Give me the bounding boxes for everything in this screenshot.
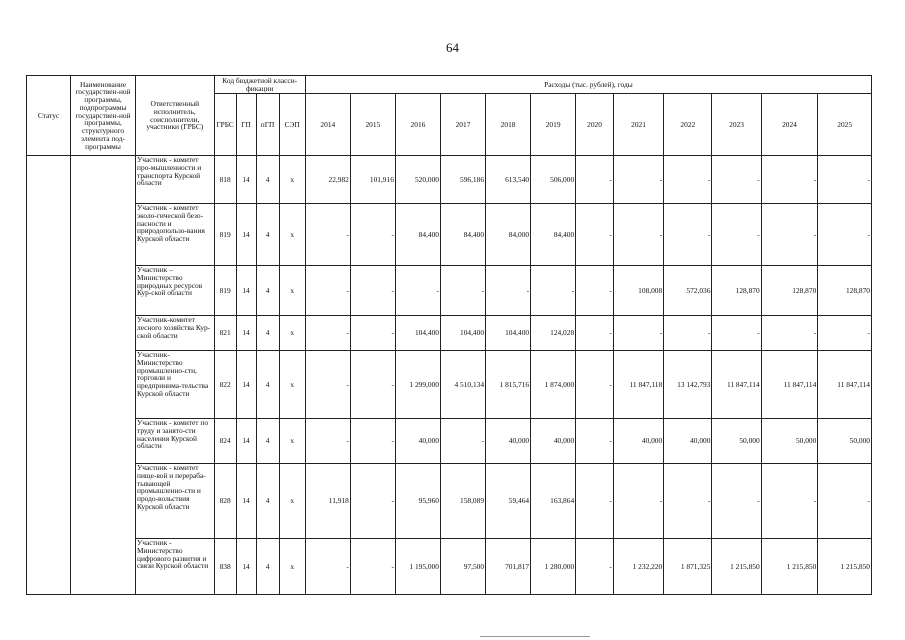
expense-cell: - (576, 156, 614, 204)
table-row (27, 351, 872, 419)
expense-cell: - (613, 464, 663, 539)
expense-cell: - (613, 204, 663, 266)
expense-cell: 40,000 (531, 419, 576, 464)
expense-cell: 4 510,134 (440, 351, 485, 419)
expense-cell: - (761, 316, 818, 351)
expense-cell: 506,000 (531, 156, 576, 204)
expense-cell: 520,000 (395, 156, 440, 204)
header-code-3: СЭП (279, 94, 305, 156)
expense-cell: 84,400 (440, 204, 485, 266)
header-year-6: 2020 (576, 94, 614, 156)
expense-cell: 97,500 (440, 539, 485, 595)
header-year-5: 2019 (531, 94, 576, 156)
code-cell: 824 (214, 419, 236, 464)
code-cell: 4 (256, 204, 279, 266)
expense-cell: 1 815,716 (486, 351, 531, 419)
expense-cell: - (576, 316, 614, 351)
expense-cell: 163,864 (531, 464, 576, 539)
expense-cell: - (440, 419, 485, 464)
expense-cell: - (712, 316, 761, 351)
expense-cell: 11,918 (305, 464, 350, 539)
participant-cell: Участник - Министерство цифрового развития и связи Курской области (136, 539, 215, 595)
code-cell: х (279, 204, 305, 266)
status-cell (27, 156, 71, 595)
expense-cell: 40,000 (486, 419, 531, 464)
expense-cell: 613,540 (486, 156, 531, 204)
expense-cell: 22,982 (305, 156, 350, 204)
page-number: 64 (446, 40, 459, 55)
expense-cell: - (818, 316, 872, 351)
expense-cell: - (576, 464, 614, 539)
expense-cell: - (576, 539, 614, 595)
code-cell: 822 (214, 351, 236, 419)
expense-cell: 128,870 (761, 266, 818, 316)
expense-cell: 572,036 (664, 266, 712, 316)
expense-cell: 1 874,000 (531, 351, 576, 419)
header-status: Статус (27, 76, 71, 156)
scan-artifact-line (480, 636, 590, 637)
code-cell: 14 (236, 464, 256, 539)
expense-cell: 40,000 (395, 419, 440, 464)
expense-cell: - (305, 266, 350, 316)
expense-cell: 108,008 (613, 266, 663, 316)
expense-cell: - (664, 464, 712, 539)
expense-cell: 84,400 (395, 204, 440, 266)
expense-cell: - (305, 539, 350, 595)
participant-cell: Участник-комитет лесного хозяйства Кур-ской области (136, 316, 215, 351)
code-cell: х (279, 351, 305, 419)
code-cell: 14 (236, 316, 256, 351)
expense-cell: - (531, 266, 576, 316)
header-year-10: 2024 (761, 94, 818, 156)
expense-cell: 1 299,000 (395, 351, 440, 419)
expense-cell: 158,089 (440, 464, 485, 539)
expense-cell: - (350, 351, 395, 419)
code-cell: х (279, 464, 305, 539)
header-year-4: 2018 (486, 94, 531, 156)
participant-cell: Участник - комитет пище-вой и перераба-тывающей промышленно-сти и продо-вольствия Курской области (136, 464, 215, 539)
expense-cell: 1 215,850 (761, 539, 818, 595)
expense-cell: 1 215,850 (818, 539, 872, 595)
expense-cell: 1 195,000 (395, 539, 440, 595)
expense-cell: 11 847,118 (613, 351, 663, 419)
expense-cell: 1 280,000 (531, 539, 576, 595)
expense-cell: - (576, 419, 614, 464)
expense-cell: - (395, 266, 440, 316)
code-cell: 819 (214, 266, 236, 316)
expense-cell: 84,000 (486, 204, 531, 266)
expense-cell: - (664, 204, 712, 266)
expense-cell: - (761, 156, 818, 204)
code-cell: 838 (214, 539, 236, 595)
expense-cell: - (712, 464, 761, 539)
expense-cell: - (818, 156, 872, 204)
code-cell: 4 (256, 316, 279, 351)
expense-cell: - (613, 316, 663, 351)
code-cell: 4 (256, 464, 279, 539)
expense-cell: 1 871,325 (664, 539, 712, 595)
expense-cell: 95,960 (395, 464, 440, 539)
expense-cell: - (761, 464, 818, 539)
code-cell: 14 (236, 204, 256, 266)
header-year-0: 2014 (305, 94, 350, 156)
expense-cell: 104,400 (486, 316, 531, 351)
participant-cell: Участник - комитет по труду и занято-сти населения Курской области (136, 419, 215, 464)
expense-cell: 50,000 (712, 419, 761, 464)
participant-cell: Участник - комитет эколо-гической безо-пасности и природопользо-вания Курской области (136, 204, 215, 266)
expense-cell: 1 232,220 (613, 539, 663, 595)
expense-cell: - (486, 266, 531, 316)
expense-cell: - (576, 266, 614, 316)
header-code-1: ГП (236, 94, 256, 156)
code-cell: 4 (256, 419, 279, 464)
expense-cell: 59,464 (486, 464, 531, 539)
expense-cell: - (350, 266, 395, 316)
expense-cell: 128,870 (818, 266, 872, 316)
expense-cell: 50,000 (818, 419, 872, 464)
table-row (27, 204, 872, 266)
code-cell: 4 (256, 351, 279, 419)
expense-cell: - (761, 204, 818, 266)
code-cell: 819 (214, 204, 236, 266)
code-cell: 4 (256, 266, 279, 316)
header-year-9: 2023 (712, 94, 761, 156)
code-cell: 14 (236, 351, 256, 419)
participant-cell: Участник – Министерство природных ресурсов Кур-ской области (136, 266, 215, 316)
expense-cell: 701,817 (486, 539, 531, 595)
code-cell: х (279, 266, 305, 316)
header-year-3: 2017 (440, 94, 485, 156)
code-cell: 14 (236, 156, 256, 204)
header-row-top (27, 76, 872, 94)
expense-cell: - (350, 464, 395, 539)
budget-table (26, 75, 872, 595)
code-cell: 818 (214, 156, 236, 204)
table-row (27, 539, 872, 595)
participant-cell: Участник - комитет про-мышленности и транспорта Курской области (136, 156, 215, 204)
expense-cell: - (305, 419, 350, 464)
expense-cell: - (305, 351, 350, 419)
header-responsible: Ответственный исполнитель, соисполнители, участники (ГРБС) (136, 76, 215, 156)
expense-cell: - (818, 204, 872, 266)
program-name-cell (71, 156, 136, 595)
header-program-name: Наименование государствен-ной программы, подпрограммы государствен-ной программы, структурного элемента под-программы (71, 76, 136, 156)
code-cell: 4 (256, 539, 279, 595)
expense-cell: - (664, 156, 712, 204)
expense-cell: 40,000 (613, 419, 663, 464)
table-row (27, 316, 872, 351)
header-year-2: 2016 (395, 94, 440, 156)
expense-cell: 104,400 (440, 316, 485, 351)
code-cell: х (279, 316, 305, 351)
expense-cell: 128,870 (712, 266, 761, 316)
expense-cell: - (440, 266, 485, 316)
expense-cell: - (664, 316, 712, 351)
header-budget-code-group: Код бюджетной класси-фикации (214, 76, 305, 94)
code-cell: х (279, 156, 305, 204)
header-year-1: 2015 (350, 94, 395, 156)
code-cell: 821 (214, 316, 236, 351)
expense-cell: - (350, 419, 395, 464)
expense-cell: - (576, 204, 614, 266)
expense-cell: - (350, 539, 395, 595)
header-expenses-group: Расходы (тыс. рублей), годы (305, 76, 871, 94)
code-cell: х (279, 419, 305, 464)
expense-cell: 104,400 (395, 316, 440, 351)
expense-cell: 50,000 (761, 419, 818, 464)
expense-cell: 596,186 (440, 156, 485, 204)
expense-cell: 13 142,793 (664, 351, 712, 419)
table-row (27, 156, 872, 204)
expense-cell: - (818, 464, 872, 539)
expense-cell: - (350, 316, 395, 351)
expense-cell: - (712, 204, 761, 266)
expense-cell: - (305, 204, 350, 266)
expense-cell: 84,400 (531, 204, 576, 266)
expense-cell: 40,000 (664, 419, 712, 464)
expense-cell: - (576, 351, 614, 419)
expense-cell: 11 847,114 (761, 351, 818, 419)
expense-cell: 11 847,114 (712, 351, 761, 419)
expense-cell: - (712, 156, 761, 204)
expense-cell: 1 215,850 (712, 539, 761, 595)
participant-cell: Участник-Министерство промышленно-сти, торговли и предпринима-тельства Курской области (136, 351, 215, 419)
table-row (27, 464, 872, 539)
expense-cell: - (613, 156, 663, 204)
code-cell: 14 (236, 539, 256, 595)
expense-cell: - (350, 204, 395, 266)
code-cell: х (279, 539, 305, 595)
code-cell: 14 (236, 419, 256, 464)
code-cell: 4 (256, 156, 279, 204)
expense-cell: 124,028 (531, 316, 576, 351)
header-code-0: ГРБС (214, 94, 236, 156)
header-year-8: 2022 (664, 94, 712, 156)
table-row (27, 266, 872, 316)
header-year-7: 2021 (613, 94, 663, 156)
header-code-2: пГП (256, 94, 279, 156)
budget-table-body (27, 156, 872, 595)
expense-cell: - (305, 316, 350, 351)
expense-cell: 101,916 (350, 156, 395, 204)
code-cell: 14 (236, 266, 256, 316)
code-cell: 828 (214, 464, 236, 539)
table-row (27, 419, 872, 464)
header-year-11: 2025 (818, 94, 872, 156)
expense-cell: 11 847,114 (818, 351, 872, 419)
